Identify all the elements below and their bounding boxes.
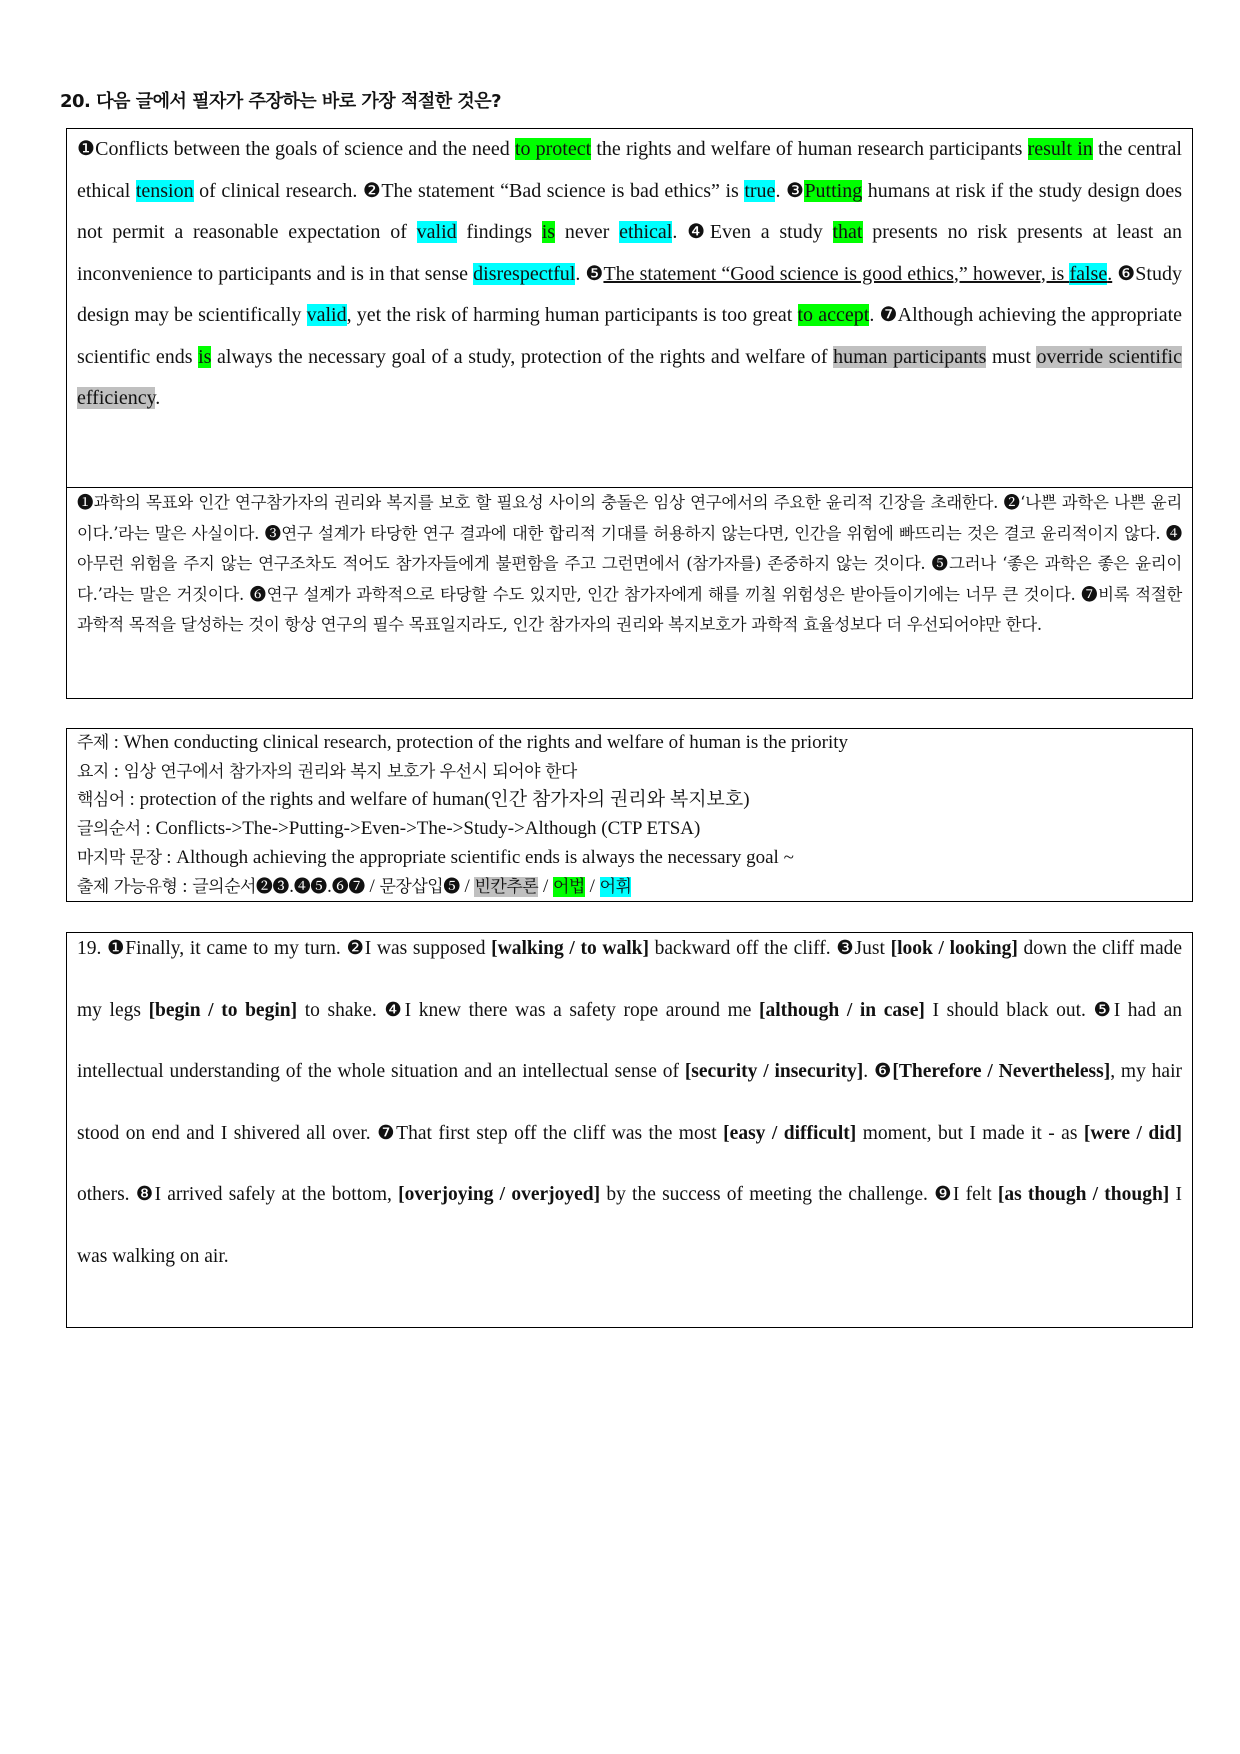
highlighted-phrase: valid xyxy=(306,304,347,326)
separator: : xyxy=(140,818,156,840)
passage-box xyxy=(66,128,1193,699)
topic-row xyxy=(77,729,1182,758)
gist-row xyxy=(77,758,1182,787)
text-segment: . xyxy=(155,387,161,409)
text-segment: of clinical research. ❷The statement “Bad science is bad ethics” is xyxy=(193,179,745,202)
text-segment: to shake. ❹I knew there was a safety rope around me xyxy=(297,999,760,1021)
keyword-text: protection of the rights and welfare of human(인간 참가자의 권리와 복지보호) xyxy=(139,789,750,811)
text-segment: . ❸ xyxy=(775,179,805,202)
highlighted-phrase: Putting xyxy=(804,179,863,202)
text-segment: . ❼Although achieving the appropriate scientific ends xyxy=(77,304,1183,368)
separator: : xyxy=(124,789,140,811)
separator: : xyxy=(108,732,124,753)
question-title: 20. 다음 글에서 필자가 주장하는 바로 가장 적절한 것은? xyxy=(60,91,502,112)
highlighted-phrase: override scientific efficiency xyxy=(77,345,1182,409)
keyword-row xyxy=(77,786,1182,815)
choice-bracket: [as though / though] xyxy=(997,1184,1170,1205)
last-sentence-text: Although achieving the appropriate scientific ends is always the necessary goal ~ xyxy=(176,846,794,868)
summary-box xyxy=(66,728,1193,902)
type-vocab: 어휘 xyxy=(599,876,632,897)
highlighted-phrase: is xyxy=(541,221,556,243)
text-segment: moment, but I made it - as xyxy=(856,1122,1084,1144)
choice-bracket: [easy / difficult] xyxy=(723,1122,857,1144)
highlighted-phrase: to accept xyxy=(797,304,870,326)
choice-bracket: [security / insecurity] xyxy=(684,1061,864,1082)
type-grammar: 어법 xyxy=(552,876,585,897)
highlighted-phrase: valid xyxy=(416,221,457,243)
order-label: 글의순서 xyxy=(77,819,141,840)
text-segment: ❶Conflicts between the goals of science and the need xyxy=(77,138,515,160)
text-segment: never xyxy=(555,221,620,243)
choice-bracket: [although / in case] xyxy=(759,999,925,1021)
highlighted-underlined-phrase: false xyxy=(1069,262,1108,285)
highlighted-phrase: that xyxy=(832,221,863,243)
highlighted-phrase: disrespectful xyxy=(473,262,576,285)
text-segment: presents no risk presents at least an inconvenience to participants and is in that sense xyxy=(77,221,1182,285)
question-types-row xyxy=(77,873,1182,902)
text-segment: down the cliff made my legs xyxy=(77,938,1183,1021)
choice-bracket: [begin / to begin] xyxy=(148,999,298,1021)
text-segment: backward off the cliff. ❸Just xyxy=(648,938,891,959)
question-19-box xyxy=(66,932,1193,1328)
text-segment: must xyxy=(986,345,1037,368)
underlined-sentence: . xyxy=(1107,262,1113,285)
text-segment: . ❹Even a study xyxy=(672,221,833,243)
separator: : xyxy=(161,846,177,868)
last-sentence-label: 마지막 문장 xyxy=(77,847,162,868)
separator: : xyxy=(108,760,124,782)
text-segment: findings xyxy=(456,221,542,243)
last-sentence-row xyxy=(77,844,1182,873)
separator: : xyxy=(177,875,193,897)
text-segment: . ❺ xyxy=(575,262,604,285)
highlighted-phrase: true xyxy=(744,179,776,202)
type-order: 글의순서❷❸.❹❺.❻❼ xyxy=(192,876,365,897)
choice-bracket: [Therefore / Nevertheless] xyxy=(892,1061,1111,1082)
text-segment: humans at risk if the study design does not permit a reasonable expectation of xyxy=(77,179,1182,243)
text-segment: by the success of meeting the challenge. ❾I felt xyxy=(600,1184,998,1205)
choice-bracket: [were / did] xyxy=(1083,1122,1182,1144)
slash: / xyxy=(364,875,380,897)
korean-translation: ❶과학의 목표와 인간 연구참가자의 권리와 복지를 보호 할 필요성 사이의 충돌은 임상 연구에서의 주요한 윤리적 긴장을 초래한다. ❷‘나쁜 과학은 나쁜 윤리이다.’라는 말은 사실이다. ❸연구 설계가 타당한 연구 결과에 대한 합리적 기대를 허용하지 않는다면, 인간을 위험에 빠뜨리는 것은 결코 윤리적이지 않다. ❹아무런 위험을 주지 않는 연구조차도 적어도 참가자들에게 불편함을 주고 그런면에서 (참가자를) 존중하지 않는 것이다. ❺그러나 ‘좋은 과학은 좋은 윤리이다.’라는 말은 거짓이다. ❻연구 설계가 과학적으로 타당할 수도 있지만, 인간 참가자에게 해를 끼칠 위험성은 받아들이기에는 너무 큰 것이다. ❼비록 적절한 과학적 목적을 달성하는 것이 항상 연구의 필수 목표일지라도, 인간 참가자의 권리와 복지보호가 과학적 효율성보다 더 우선되어야만 한다. xyxy=(67,487,1192,641)
highlighted-phrase: to protect xyxy=(514,138,592,160)
english-passage xyxy=(67,129,1192,487)
text-segment: I was walking on air. xyxy=(77,1184,1183,1267)
topic-text: When conducting clinical research, protection of the rights and welfare of human is the priority xyxy=(123,732,849,753)
text-segment: I should black out. ❺I had an intellectual understanding of the whole situation and an intellectual sense of xyxy=(77,999,1182,1082)
text-segment: , my hair stood on end and I shivered all over. ❼That first step off the cliff was the most xyxy=(77,1061,1182,1144)
slash: / xyxy=(538,875,553,897)
choice-bracket: [look / looking] xyxy=(890,938,1018,959)
choice-bracket: [walking / to walk] xyxy=(491,938,649,959)
types-label: 출제 가능유형 xyxy=(77,876,178,897)
topic-label: 주제 xyxy=(77,733,109,753)
text-segment: ❻Study design may be scientifically xyxy=(77,262,1182,326)
question-19-passage xyxy=(77,932,1182,1287)
text-segment: , yet the risk of harming human participants is too great xyxy=(346,304,798,326)
highlighted-phrase: is xyxy=(198,345,212,368)
type-insert: 문장삽입❺ xyxy=(379,876,460,897)
highlighted-phrase: human participants xyxy=(833,345,987,368)
text-segment: 19. ❶Finally, it came to my turn. ❷I was supposed xyxy=(77,938,492,959)
highlighted-phrase: ethical xyxy=(619,221,673,243)
order-row xyxy=(77,815,1182,844)
slash: / xyxy=(584,875,600,897)
underlined-sentence: The statement “Good science is good ethics,” however, is xyxy=(603,262,1070,285)
highlighted-phrase: result in xyxy=(1027,138,1093,160)
text-segment: others. ❽I arrived safely at the bottom, xyxy=(77,1184,399,1205)
order-text: Conflicts->The->Putting->Even->The->Study->Although (CTP ETSA) xyxy=(155,818,701,840)
choice-bracket: [overjoying / overjoyed] xyxy=(398,1184,601,1205)
text-segment: the central ethical xyxy=(77,138,1182,202)
keyword-label: 핵심어 xyxy=(77,790,125,811)
type-blank: 빈칸추론 xyxy=(474,876,539,897)
text-segment: . ❻ xyxy=(863,1061,893,1082)
text-segment: the rights and welfare of human research participants xyxy=(591,138,1028,160)
slash: / xyxy=(459,875,475,897)
gist-text: 임상 연구에서 참가자의 권리와 복지 보호가 우선시 되어야 한다 xyxy=(123,761,577,782)
gist-label: 요지 xyxy=(77,761,109,782)
highlighted-phrase: tension xyxy=(135,179,194,202)
text-segment: always the necessary goal of a study, protection of the rights and welfare of xyxy=(211,345,834,368)
